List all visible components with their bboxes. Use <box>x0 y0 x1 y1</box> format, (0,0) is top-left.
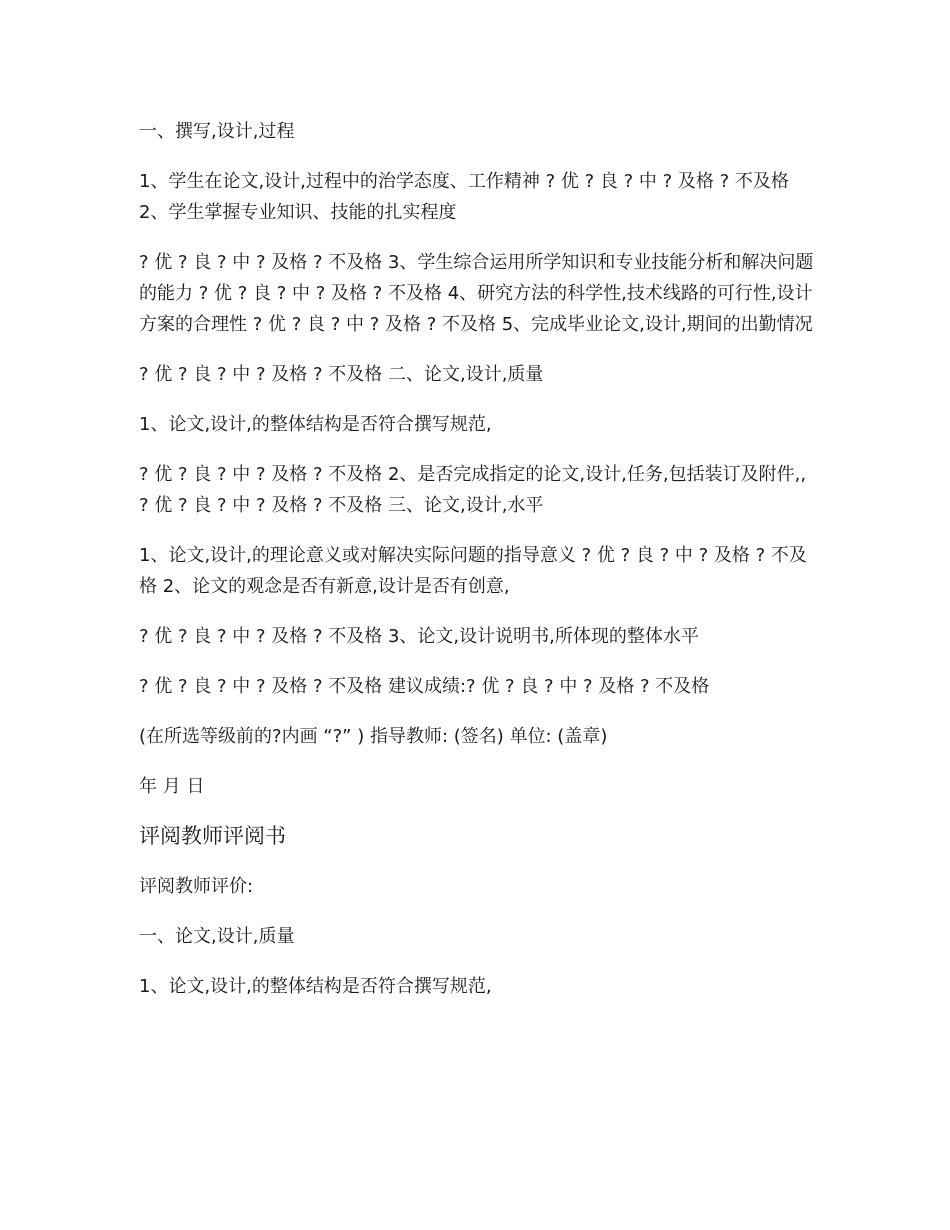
evaluation-paragraph: ? 优 ? 良 ? 中 ? 及格 ? 不及格 二、论文,设计,质量 <box>139 364 544 385</box>
section-heading-writing-process: 一、撰写,设计,过程 <box>139 121 295 142</box>
reviewer-section-heading: 一、论文,设计,质量 <box>139 926 295 947</box>
instruction-signature-line: (在所选等级前的?内画 “?” ) 指导教师: (签名) 单位: (盖章) <box>139 726 608 747</box>
date-line: 年 月 日 <box>139 776 205 797</box>
evaluation-paragraph: ? 优 ? 良 ? 中 ? 及格 ? 不及格 2、是否完成指定的论文,设计,任务,包括装订及附件,, ? 优 ? 良 ? 中 ? 及格 ? 不及格 三、论文,设计,水平 <box>139 464 807 516</box>
evaluation-paragraph: ? 优 ? 良 ? 中 ? 及格 ? 不及格 3、论文,设计说明书,所体现的整体水平 <box>139 626 699 647</box>
evaluation-paragraph: 1、论文,设计,的整体结构是否符合撰写规范, <box>139 414 492 435</box>
reviewer-evaluation-label: 评阅教师评价: <box>139 876 254 897</box>
evaluation-paragraph: 1、论文,设计,的理论意义或对解决实际问题的指导意义 ? 优 ? 良 ? 中 ? 及格 ? 不及格 2、论文的观念是否有新意,设计是否有创意, <box>139 545 807 597</box>
evaluation-paragraph: 1、学生在论文,设计,过程中的治学态度、工作精神 ? 优 ? 良 ? 中 ? 及格 ? 不及格 2、学生掌握专业知识、技能的扎实程度 <box>139 171 789 223</box>
evaluation-paragraph: ? 优 ? 良 ? 中 ? 及格 ? 不及格 建议成绩:? 优 ? 良 ? 中 ? 及格 ? 不及格 <box>139 676 710 697</box>
reviewer-evaluation-item: 1、论文,设计,的整体结构是否符合撰写规范, <box>139 976 492 997</box>
evaluation-paragraph: ? 优 ? 良 ? 中 ? 及格 ? 不及格 3、学生综合运用所学知识和专业技能分析和解决问题的能力 ? 优 ? 良 ? 中 ? 及格 ? 不及格 4、研究方法的科学性,技术线路的可行性,设计方案的合理性 ? 优 ? 良 ? 中 ? 及格 ? 不及格 5、完成毕业论文,设计,期间的出勤情况 <box>139 252 814 335</box>
reviewer-section-title: 评阅教师评阅书 <box>139 824 286 848</box>
document-body <box>139 116 815 1021</box>
